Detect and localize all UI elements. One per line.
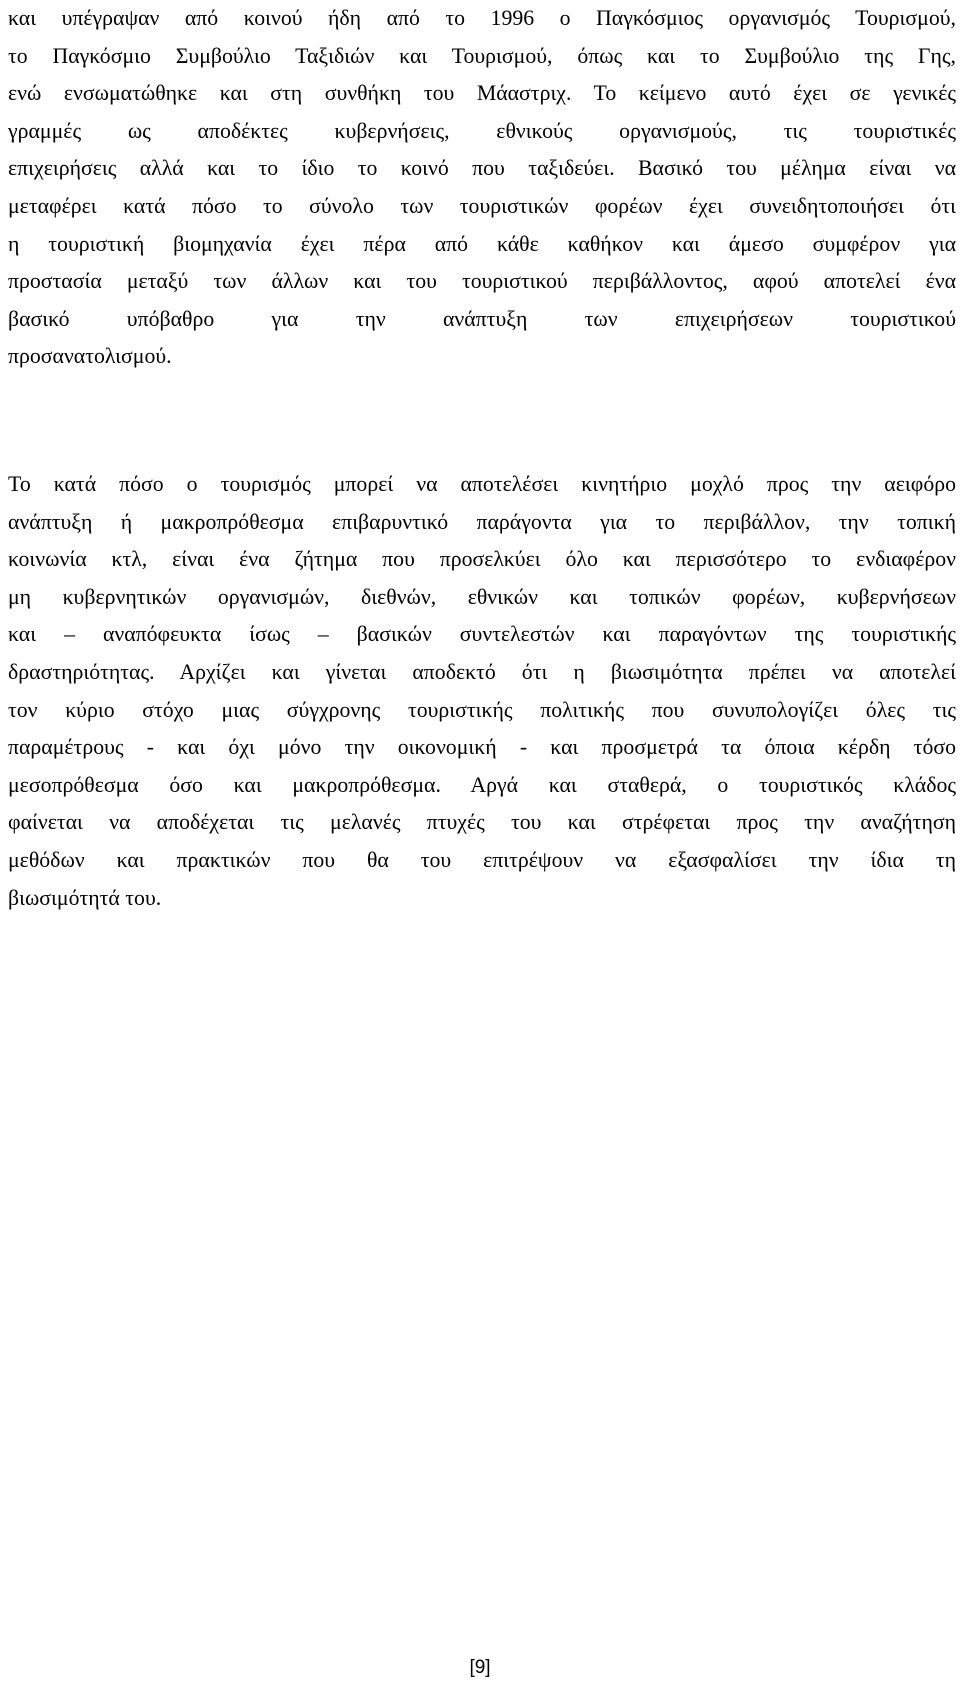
page-number: [9] <box>469 1657 491 1678</box>
paragraph-line: μεταφέρει κατά πόσο το σύνολο των τουριστικών φορέων έχει συνειδητοποιήσει ότι <box>8 193 956 218</box>
paragraph-1 <box>8 0 956 376</box>
paragraph-line: γραμμές ως αποδέκτες κυβερνήσεις, εθνικούς οργανισμούς, τις τουριστικές <box>8 118 956 143</box>
paragraph-line: επιχειρήσεις αλλά και το ίδιο το κοινό που ταξιδεύει. Βασικό του μέλημα είναι να <box>8 156 956 181</box>
paragraph-line: ενώ ενσωματώθηκε και στη συνθήκη του Μάαστριχ. Το κείμενο αυτό έχει σε γενικές <box>8 81 956 106</box>
paragraph-line: βιωσιμότητά του. <box>8 885 162 910</box>
paragraph-line: προστασία μεταξύ των άλλων και του τουριστικού περιβάλλοντος, αφού αποτελεί ένα <box>8 269 956 294</box>
paragraph-2 <box>8 466 956 917</box>
paragraph-line: Το κατά πόσο ο τουρισμός μπορεί να αποτελέσει κινητήριο μοχλό προς την αειφόρο <box>8 472 956 496</box>
paragraph-line: και υπέγραψαν από κοινού ήδη από το 1996 ο Παγκόσμιος οργανισμός Τουρισμού, <box>8 6 956 30</box>
paragraph-line: τον κύριο στόχο μιας σύγχρονης τουριστικής πολιτικής που συνυπολογίζει όλες τις <box>8 697 956 722</box>
paragraph-line: ανάπτυξη ή μακροπρόθεσμα επιβαρυντικό παράγοντα για το περιβάλλον, την τοπική <box>8 509 956 534</box>
paragraph-line: δραστηριότητας. Αρχίζει και γίνεται αποδεκτό ότι η βιωσιμότητα πρέπει να αποτελεί <box>8 659 956 684</box>
paragraph-line: προσανατολισμού. <box>8 344 172 369</box>
paragraph-line: μεθόδων και πρακτικών που θα του επιτρέψουν να εξασφαλίσει την ίδια τη <box>8 847 956 872</box>
paragraph-line: κοινωνία κτλ, είναι ένα ζήτημα που προσελκύει όλο και περισσότερο το ενδιαφέρον <box>8 547 956 572</box>
paragraph-line: φαίνεται να αποδέχεται τις μελανές πτυχές του και στρέφεται προς την αναζήτηση <box>8 810 956 835</box>
paragraph-line: μη κυβερνητικών οργανισμών, διεθνών, εθνικών και τοπικών φορέων, κυβερνήσεων <box>8 584 956 609</box>
paragraph-line: η τουριστική βιομηχανία έχει πέρα από κάθε καθήκον και άμεσο συμφέρον για <box>8 231 956 256</box>
paragraph-line: το Παγκόσμιο Συμβούλιο Ταξιδιών και Τουρισμού, όπως και το Συμβούλιο της Γης, <box>8 43 956 68</box>
paragraph-line: και – αναπόφευκτα ίσως – βασικών συντελεστών και παραγόντων της τουριστικής <box>8 622 956 647</box>
paragraph-line: παραμέτρους - και όχι μόνο την οικονομική - και προσμετρά τα όποια κέρδη τόσο <box>8 735 956 760</box>
paragraph-line: μεσοπρόθεσμα όσο και μακροπρόθεσμα. Αργά και σταθερά, ο τουριστικός κλάδος <box>8 772 956 797</box>
paragraph-line: βασικό υπόβαθρο για την ανάπτυξη των επιχειρήσεων τουριστικού <box>8 306 956 331</box>
